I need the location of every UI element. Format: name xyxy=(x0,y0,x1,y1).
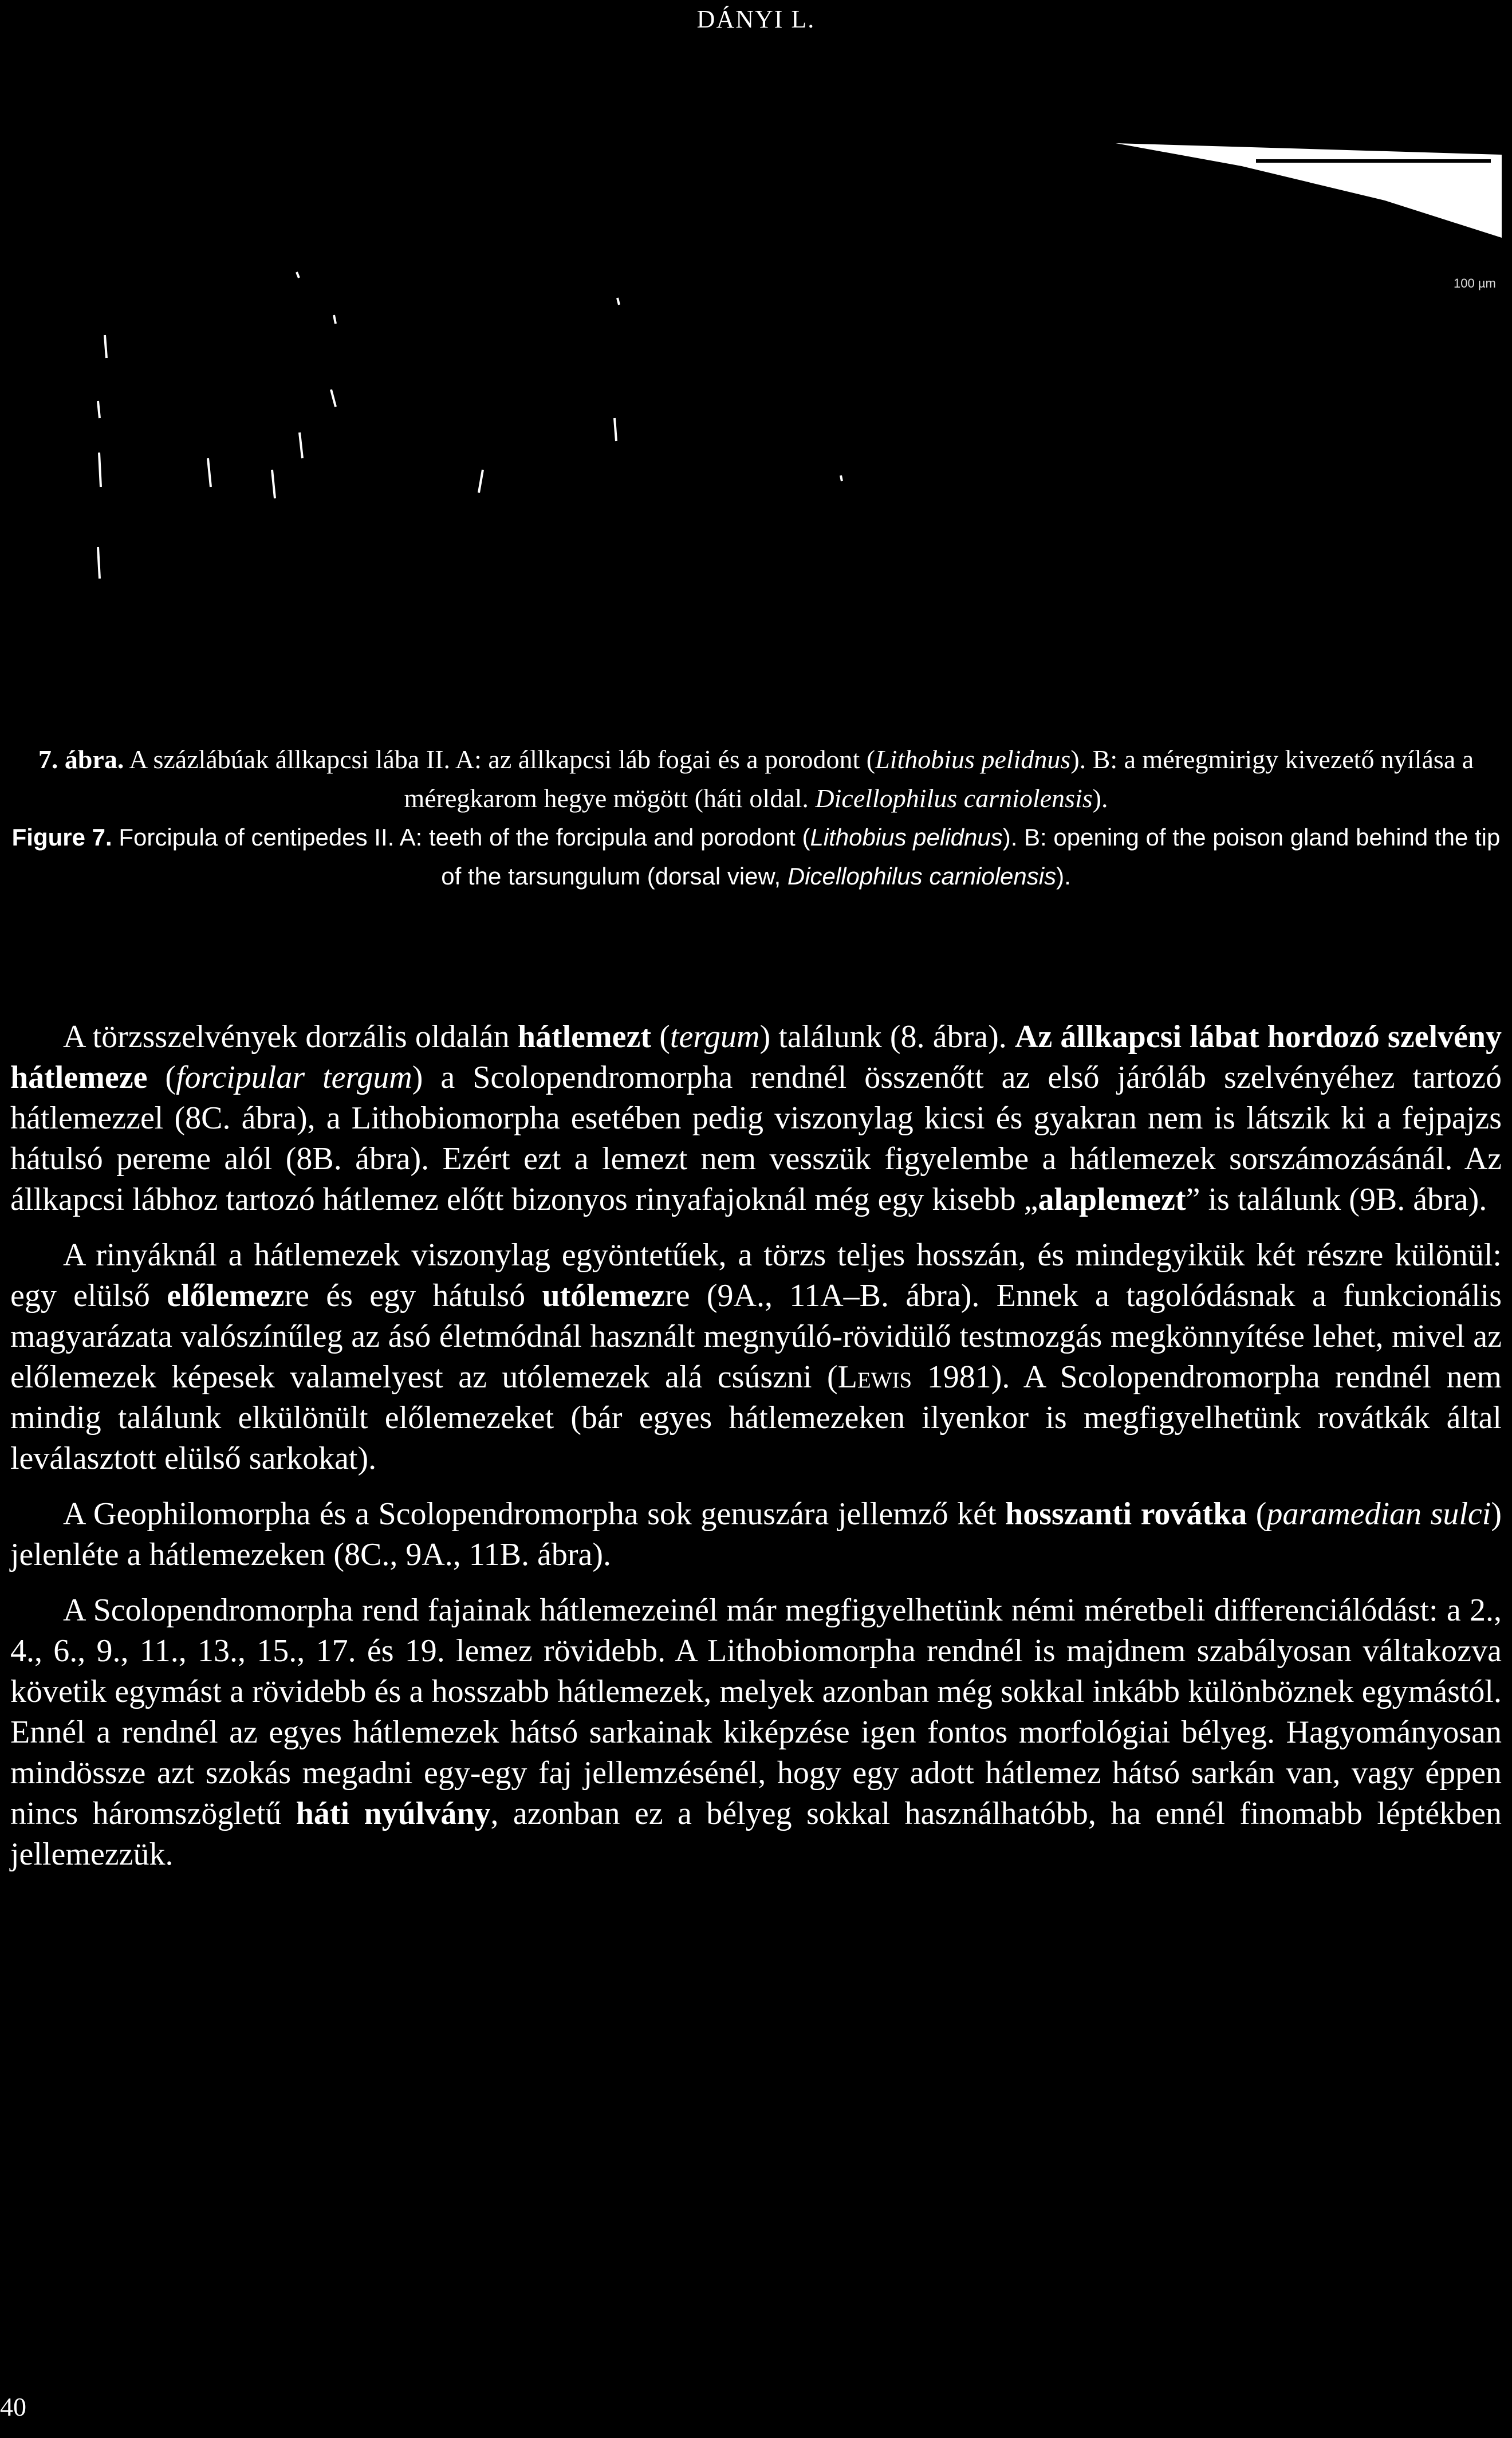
paragraph: A rinyáknál a hátlemezek viszonylag egyöntetűek, a törzs teljes hosszán, és mindegyikük két részre különül: egy elülső előlemezre és egy hátulsó utólemezre (9A., 11A–B. ábra). Ennek a tagolódásnak a funkcionális magyarázata valószínűleg az ásó életmódnál használt megnyúló-rövidülő testmozgás megkönnyítése lehet, mivel az előlemezek képesek valamelyest az utólemezek alá csúszni (Lewis 1981). A Scolopendromorpha rendnél nem mindig találunk elkülönült előlemezeket (bár egyes hátlemezeken ilyenkor is megfigyelhetünk rovátkák által leválasztott elülső sarkokat). xyxy=(10,1237,1502,1476)
scale-label: 100 µm xyxy=(1454,276,1496,290)
paragraph: A törzsszelvények dorzális oldalán hátlemezt (tergum) találunk (8. ábra). Az állkapcsi lábat hordozó szelvény hátlemeze (forcipular tergum) a Scolopendromorpha rendnél összenőtt az első járóláb szelvényéhez tartozó hátlemezzel (8C. ábra), a Lithobiomorpha esetében pedig viszonylag kicsi és gyakran nem is látszik ki a fejpajzs hátulsó pereme alól (8B. ábra). Ezért ezt a lemezt nem vesszük figyelembe a hátlemezek sorszámozásánál. Az állkapcsi lábhoz tartozó hátlemez előtt bizonyos rinyafajoknál még egy kisebb „alaplemezt” is találunk (9B. ábra). xyxy=(10,1019,1502,1217)
paragraph: A Geophilomorpha és a Scolopendromorpha sok genuszára jellemző két hosszanti rovátka (paramedian sulci) jelenléte a hátlemezeken (8C., 9A., 11B. ábra). xyxy=(10,1496,1502,1572)
caption-en-label: Figure 7. xyxy=(11,824,112,851)
sem-micrograph xyxy=(10,120,1502,728)
body-text xyxy=(10,1017,1502,1890)
caption-english: Figure 7. Forcipula of centipedes II. A: teeth of the forcipula and porodont (Lithobius pelidnus). B: opening of the poison gland behind the tip of the tarsungulum (dorsal view, Dicellophilus carniolensis). xyxy=(11,824,1501,890)
figure-7-image xyxy=(10,120,1502,728)
paragraph: A Scolopendromorpha rend fajainak hátlemezeinél már megfigyelhetünk némi méretbeli differenciálódást: a 2., 4., 6., 9., 11., 13., 15., 17. és 19. lemez rövidebb. A Lithobiomorpha rendnél is majdnem szabályosan váltakozva követik egymást a rövidebb és a hosszabb hátlemezek, melyek azonban még sokkal inkább különböznek egymástól. Ennél a rendnél az egyes hátlemezek hátsó sarkainak kiképzése igen fontos morfológiai bélyeg. Hagyományosan mindössze azt szokás megadni egy-egy faj jellemzésénél, hogy egy adott hátlemez hátsó sarkán van, vagy éppen nincs háromszögletű háti nyúlvány, azonban ez a bélyeg sokkal használhatóbb, ha ennél finomabb léptékben jellemezzük. xyxy=(10,1592,1502,1872)
caption-hu-label: 7. ábra. xyxy=(38,745,124,774)
page-number: 40 xyxy=(0,2392,26,2421)
running-header: DÁNYI L. xyxy=(696,5,816,33)
caption-hungarian: 7. ábra. A százlábúak állkapcsi lába II. A: az állkapcsi láb fogai és a porodont (Lithobius pelidnus). B: a méregmirigy kivezető nyílása a méregkarom hegye mögött (háti oldal. Dicellophilus carniolensis). xyxy=(38,745,1474,813)
scale-bar xyxy=(1256,159,1491,163)
figure-caption xyxy=(10,740,1502,896)
